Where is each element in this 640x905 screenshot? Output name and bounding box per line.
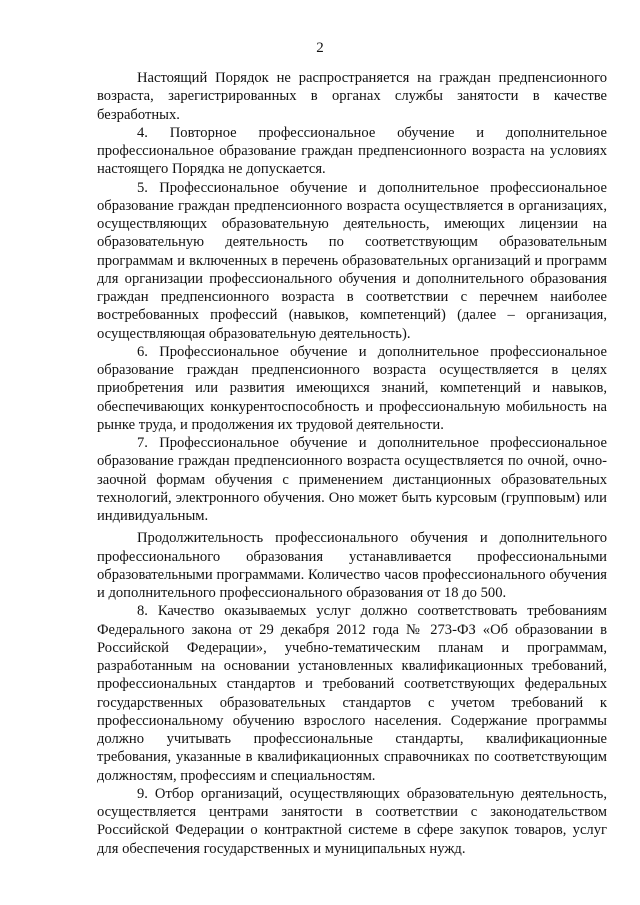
paragraph-8-quality: 8. Качество оказываемых услуг должно соответствовать требованиям Федерального закона от 29 декабря 2012 года № 273-ФЗ «Об образовании в Российской Федерации», учебно-тематическим планам и программам, разработанным на основании установленных квалификационных требований, профессиональных стандартов и требований соответствующих федеральных государственных образовательных стандартов с учетом требований к профессиональному обучению взрослого населения. Содержание программы должно учитывать профессиональные стандарты, квалификационные требования, указанные в квалификационных справочниках по соответствующим должностям, профессиям и специальностям.	[97, 603, 607, 784]
page-number: 2	[316, 40, 324, 56]
paragraph-scope-exclusion: Настоящий Порядок не распространяется на граждан предпенсионного возраста, зарегистрированных в органах службы занятости в качестве безработных.	[97, 70, 607, 123]
paragraph-4-repeat-training: 4. Повторное профессиональное обучение и дополнительное профессиональное образование граждан предпенсионного возраста на условиях настоящего Порядка не допускается.	[97, 124, 607, 178]
paragraph-duration: Продолжительность профессионального обучения и дополнительного профессионального образования устанавливается профессиональными образовательными программами. Количество часов профессионального обучения и дополнительного профессионального образования от 18 до 500.	[97, 530, 607, 601]
paragraph-7-forms: 7. Профессиональное обучение и дополнительное профессиональное образование граждан предпенсионного возраста осуществляется по очной, очно-заочной формам обучения с применением дистанционных образовательных технологий, электронного обучения. Оно может быть курсовым (групповым) или индивидуальным.	[97, 435, 607, 524]
paragraph-5-organizations: 5. Профессиональное обучение и дополнительное профессиональное образование граждан предпенсионного возраста осуществляется в организациях, осуществляющих образовательную деятельность, имеющих лицензии на образовательную деятельность по соответствующим образовательным программам и включенных в перечень образовательных организаций и программ для организации профессионального обучения и дополнительного образования граждан предпенсионного возраста в соответствии с перечнем наиболее востребованных профессий (навыков, компетенций) (далее – организация, осуществляющая образовательную деятельность).	[97, 179, 607, 342]
paragraph-6-purpose: 6. Профессиональное обучение и дополнительное профессиональное образование граждан предпенсионного возраста осуществляется в целях приобретения или развития имеющихся знаний, компетенций и навыков, обеспечивающих конкурентоспособность и профессиональную мобильность на рынке труда, и продолжения их трудовой деятельности.	[97, 343, 607, 433]
paragraph-9-selection: 9. Отбор организаций, осуществляющих образовательную деятельность, осуществляется центрами занятости в соответствии с законодательством Российской Федерации о контрактной системе в сфере закупок товаров, услуг для обеспечения государственных и муниципальных нужд.	[97, 785, 607, 857]
document-body	[97, 69, 607, 858]
